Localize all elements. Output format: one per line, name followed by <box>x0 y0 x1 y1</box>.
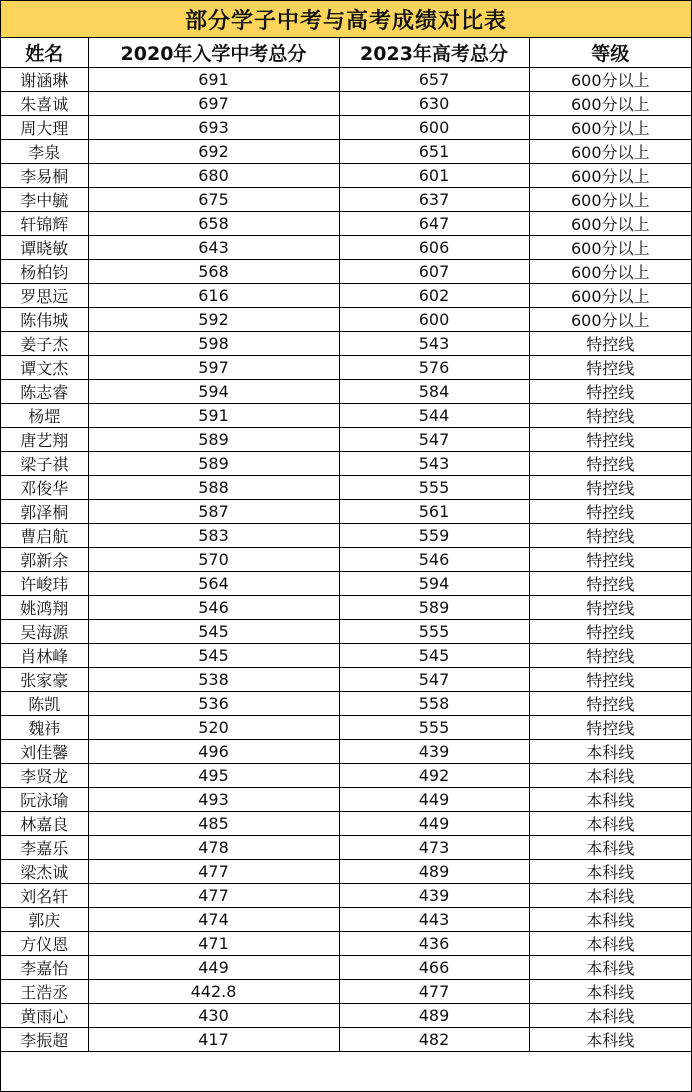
score-2023-cell: 637 <box>339 187 529 211</box>
level-cell: 特控线 <box>529 523 691 547</box>
level-cell: 本科线 <box>529 955 691 979</box>
score-2023-cell: 584 <box>339 379 529 403</box>
student-name-cell: 刘名轩 <box>1 883 88 907</box>
level-cell: 本科线 <box>529 931 691 955</box>
table-row <box>1 955 691 979</box>
score-2023-cell: 555 <box>339 619 529 643</box>
table-row <box>1 739 691 763</box>
score-2020-cell: 594 <box>88 379 339 403</box>
score-2020-cell: 675 <box>88 187 339 211</box>
score-2020-cell: 442.8 <box>88 979 339 1003</box>
level-cell: 本科线 <box>529 835 691 859</box>
student-name-cell: 梁杰诚 <box>1 859 88 883</box>
student-name-cell: 李振超 <box>1 1027 88 1051</box>
table-row <box>1 427 691 451</box>
score-2020-cell: 587 <box>88 499 339 523</box>
table-row <box>1 235 691 259</box>
student-name-cell: 魏祎 <box>1 715 88 739</box>
table-row <box>1 547 691 571</box>
column-header-name: 姓名 <box>1 38 88 67</box>
table-row <box>1 403 691 427</box>
level-cell: 特控线 <box>529 643 691 667</box>
student-name-cell: 邓俊华 <box>1 475 88 499</box>
table-row <box>1 787 691 811</box>
score-2023-cell: 601 <box>339 163 529 187</box>
column-header-level: 等级 <box>529 38 691 67</box>
student-name-cell: 姚鸿翔 <box>1 595 88 619</box>
score-2023-cell: 489 <box>339 859 529 883</box>
level-cell: 特控线 <box>529 571 691 595</box>
student-name-cell: 方仪恩 <box>1 931 88 955</box>
student-name-cell: 张家豪 <box>1 667 88 691</box>
score-2023-cell: 651 <box>339 139 529 163</box>
score-2020-cell: 545 <box>88 619 339 643</box>
score-2023-cell: 647 <box>339 211 529 235</box>
level-cell: 特控线 <box>529 595 691 619</box>
score-2020-cell: 691 <box>88 67 339 91</box>
level-cell: 特控线 <box>529 691 691 715</box>
table-row <box>1 115 691 139</box>
level-cell: 本科线 <box>529 859 691 883</box>
student-name-cell: 李易桐 <box>1 163 88 187</box>
score-2020-cell: 591 <box>88 403 339 427</box>
score-2023-cell: 543 <box>339 331 529 355</box>
student-name-cell: 姜子杰 <box>1 331 88 355</box>
score-2020-cell: 536 <box>88 691 339 715</box>
score-2023-cell: 482 <box>339 1027 529 1051</box>
student-name-cell: 刘佳馨 <box>1 739 88 763</box>
level-cell: 本科线 <box>529 739 691 763</box>
score-2023-cell: 555 <box>339 715 529 739</box>
score-2023-cell: 473 <box>339 835 529 859</box>
score-2023-cell: 606 <box>339 235 529 259</box>
student-name-cell: 梁子祺 <box>1 451 88 475</box>
score-2023-cell: 545 <box>339 643 529 667</box>
student-name-cell: 罗思远 <box>1 283 88 307</box>
score-2020-cell: 477 <box>88 883 339 907</box>
score-2023-cell: 594 <box>339 571 529 595</box>
table-row <box>1 499 691 523</box>
table-row <box>1 811 691 835</box>
table-row <box>1 907 691 931</box>
level-cell: 600分以上 <box>529 91 691 115</box>
score-2023-cell: 492 <box>339 763 529 787</box>
score-2020-cell: 478 <box>88 835 339 859</box>
score-2020-cell: 616 <box>88 283 339 307</box>
score-2023-cell: 607 <box>339 259 529 283</box>
score-2020-cell: 495 <box>88 763 339 787</box>
level-cell: 特控线 <box>529 331 691 355</box>
score-2023-cell: 443 <box>339 907 529 931</box>
level-cell: 本科线 <box>529 979 691 1003</box>
level-cell: 本科线 <box>529 787 691 811</box>
table-row <box>1 1003 691 1027</box>
score-2023-cell: 589 <box>339 595 529 619</box>
level-cell: 600分以上 <box>529 139 691 163</box>
table-row <box>1 1027 691 1051</box>
level-cell: 特控线 <box>529 427 691 451</box>
student-name-cell: 阮泳瑜 <box>1 787 88 811</box>
score-2020-cell: 643 <box>88 235 339 259</box>
score-2020-cell: 570 <box>88 547 339 571</box>
score-2020-cell: 588 <box>88 475 339 499</box>
table-row <box>1 475 691 499</box>
level-cell: 本科线 <box>529 883 691 907</box>
student-name-cell: 谭文杰 <box>1 355 88 379</box>
table-row <box>1 187 691 211</box>
score-2020-cell: 598 <box>88 331 339 355</box>
student-name-cell: 朱喜诚 <box>1 91 88 115</box>
level-cell: 600分以上 <box>529 163 691 187</box>
score-2023-cell: 561 <box>339 499 529 523</box>
level-cell: 特控线 <box>529 619 691 643</box>
table-row <box>1 379 691 403</box>
level-cell: 本科线 <box>529 907 691 931</box>
table-row <box>1 835 691 859</box>
student-name-cell: 李嘉怡 <box>1 955 88 979</box>
header-row <box>1 38 691 67</box>
table-row <box>1 979 691 1003</box>
score-2023-cell: 489 <box>339 1003 529 1027</box>
level-cell: 本科线 <box>529 811 691 835</box>
table-row <box>1 931 691 955</box>
score-2020-cell: 589 <box>88 451 339 475</box>
student-name-cell: 郭庆 <box>1 907 88 931</box>
student-name-cell: 陈凯 <box>1 691 88 715</box>
score-2020-cell: 417 <box>88 1027 339 1051</box>
score-2020-cell: 545 <box>88 643 339 667</box>
score-table <box>1 38 691 1052</box>
score-2020-cell: 568 <box>88 259 339 283</box>
score-2023-cell: 630 <box>339 91 529 115</box>
table-row <box>1 715 691 739</box>
score-2023-cell: 602 <box>339 283 529 307</box>
score-2023-cell: 436 <box>339 931 529 955</box>
student-name-cell: 肖林峰 <box>1 643 88 667</box>
score-2020-cell: 485 <box>88 811 339 835</box>
score-2023-cell: 547 <box>339 667 529 691</box>
student-name-cell: 陈伟城 <box>1 307 88 331</box>
table-row <box>1 67 691 91</box>
table-row <box>1 595 691 619</box>
table-row <box>1 259 691 283</box>
column-header-2020-exam: 2020年入学中考总分 <box>88 38 339 67</box>
level-cell: 600分以上 <box>529 235 691 259</box>
level-cell: 特控线 <box>529 547 691 571</box>
score-2020-cell: 477 <box>88 859 339 883</box>
level-cell: 600分以上 <box>529 259 691 283</box>
level-cell: 特控线 <box>529 403 691 427</box>
level-cell: 600分以上 <box>529 187 691 211</box>
score-2020-cell: 471 <box>88 931 339 955</box>
score-2020-cell: 474 <box>88 907 339 931</box>
student-name-cell: 黄雨心 <box>1 1003 88 1027</box>
score-2023-cell: 657 <box>339 67 529 91</box>
column-header-2023-exam: 2023年高考总分 <box>339 38 529 67</box>
table-row <box>1 451 691 475</box>
table-row <box>1 91 691 115</box>
student-name-cell: 唐艺翔 <box>1 427 88 451</box>
table-row <box>1 883 691 907</box>
table-row <box>1 643 691 667</box>
score-2020-cell: 583 <box>88 523 339 547</box>
level-cell: 特控线 <box>529 355 691 379</box>
score-2023-cell: 600 <box>339 115 529 139</box>
table-row <box>1 571 691 595</box>
score-2020-cell: 592 <box>88 307 339 331</box>
level-cell: 本科线 <box>529 1003 691 1027</box>
score-2023-cell: 600 <box>339 307 529 331</box>
score-2023-cell: 555 <box>339 475 529 499</box>
score-2020-cell: 546 <box>88 595 339 619</box>
score-2023-cell: 559 <box>339 523 529 547</box>
table-body <box>1 67 691 1051</box>
table-title: 部分学子中考与高考成绩对比表 <box>1 1 691 38</box>
table-row <box>1 211 691 235</box>
student-name-cell: 杨堽 <box>1 403 88 427</box>
score-2023-cell: 466 <box>339 955 529 979</box>
level-cell: 特控线 <box>529 379 691 403</box>
score-2020-cell: 680 <box>88 163 339 187</box>
table-row <box>1 283 691 307</box>
score-2020-cell: 564 <box>88 571 339 595</box>
student-name-cell: 李贤龙 <box>1 763 88 787</box>
level-cell: 600分以上 <box>529 283 691 307</box>
level-cell: 特控线 <box>529 715 691 739</box>
table-row <box>1 763 691 787</box>
table-row <box>1 307 691 331</box>
level-cell: 600分以上 <box>529 211 691 235</box>
score-2020-cell: 597 <box>88 355 339 379</box>
student-name-cell: 杨柏钧 <box>1 259 88 283</box>
score-2020-cell: 493 <box>88 787 339 811</box>
table-row <box>1 619 691 643</box>
student-name-cell: 许峻玮 <box>1 571 88 595</box>
table-row <box>1 355 691 379</box>
table-row <box>1 523 691 547</box>
score-2020-cell: 589 <box>88 427 339 451</box>
table-row <box>1 691 691 715</box>
student-name-cell: 郭泽桐 <box>1 499 88 523</box>
score-2020-cell: 449 <box>88 955 339 979</box>
student-name-cell: 李中毓 <box>1 187 88 211</box>
student-name-cell: 林嘉良 <box>1 811 88 835</box>
level-cell: 本科线 <box>529 763 691 787</box>
level-cell: 特控线 <box>529 451 691 475</box>
student-name-cell: 郭新余 <box>1 547 88 571</box>
score-2020-cell: 693 <box>88 115 339 139</box>
score-2023-cell: 576 <box>339 355 529 379</box>
table-row <box>1 331 691 355</box>
score-2023-cell: 449 <box>339 787 529 811</box>
score-2023-cell: 477 <box>339 979 529 1003</box>
student-name-cell: 李嘉乐 <box>1 835 88 859</box>
score-2020-cell: 697 <box>88 91 339 115</box>
level-cell: 本科线 <box>529 1027 691 1051</box>
table-row <box>1 667 691 691</box>
table-row <box>1 859 691 883</box>
score-2020-cell: 692 <box>88 139 339 163</box>
level-cell: 特控线 <box>529 475 691 499</box>
student-name-cell: 周大理 <box>1 115 88 139</box>
table-row <box>1 163 691 187</box>
student-name-cell: 谭晓敏 <box>1 235 88 259</box>
student-name-cell: 王浩丞 <box>1 979 88 1003</box>
student-name-cell: 李泉 <box>1 139 88 163</box>
score-2023-cell: 543 <box>339 451 529 475</box>
student-name-cell: 吴海源 <box>1 619 88 643</box>
student-name-cell: 曹启航 <box>1 523 88 547</box>
score-2023-cell: 449 <box>339 811 529 835</box>
table-row <box>1 139 691 163</box>
score-2023-cell: 439 <box>339 883 529 907</box>
score-2020-cell: 520 <box>88 715 339 739</box>
student-name-cell: 陈志睿 <box>1 379 88 403</box>
level-cell: 600分以上 <box>529 67 691 91</box>
student-name-cell: 轩锦辉 <box>1 211 88 235</box>
level-cell: 特控线 <box>529 667 691 691</box>
student-name-cell: 谢涵琳 <box>1 67 88 91</box>
score-2023-cell: 546 <box>339 547 529 571</box>
level-cell: 特控线 <box>529 499 691 523</box>
score-2020-cell: 496 <box>88 739 339 763</box>
level-cell: 600分以上 <box>529 115 691 139</box>
score-2023-cell: 544 <box>339 403 529 427</box>
score-2023-cell: 558 <box>339 691 529 715</box>
score-2023-cell: 439 <box>339 739 529 763</box>
score-2020-cell: 430 <box>88 1003 339 1027</box>
score-2020-cell: 538 <box>88 667 339 691</box>
score-2023-cell: 547 <box>339 427 529 451</box>
score-2020-cell: 658 <box>88 211 339 235</box>
level-cell: 600分以上 <box>529 307 691 331</box>
